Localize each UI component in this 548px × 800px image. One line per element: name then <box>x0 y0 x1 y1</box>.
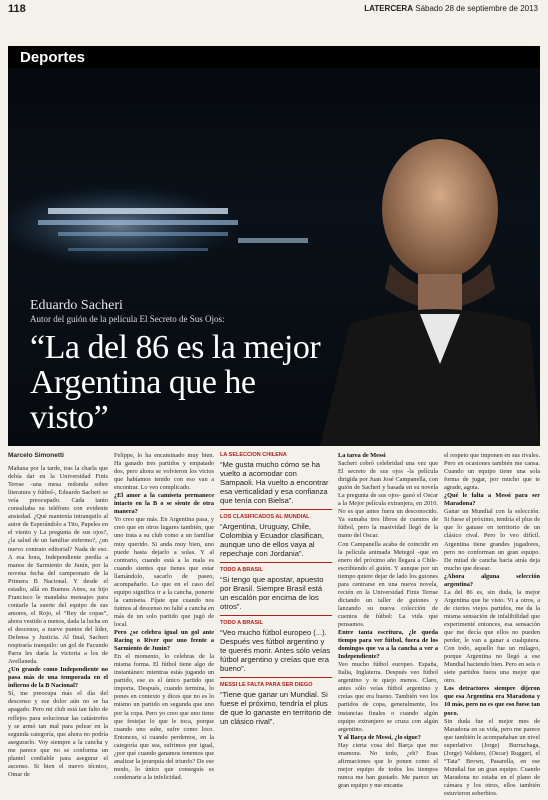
interview-question: ¿El amor a la camiseta permanece intacto en la B o se siente de otra manera? <box>114 492 214 516</box>
page-number: 118 <box>8 3 26 15</box>
byline: Marcelo Simonetti <box>8 452 64 459</box>
article-body <box>8 452 540 798</box>
paragraph: Con Campanella acaba de coincidir en la película animada Metegol -que en enero del próximo año llegará a Chile- escribiendo el guión. Y aunque por un tiempo quiere dejar de lado los guiones para centrarse en una nueva novela, recién en la Universidad Finis Terrae dictando un taller de guiones y lanzando su nueva colección de cuentos de fútbol: La vida que pensamos. <box>338 540 438 628</box>
stadium-lights-image <box>8 156 328 286</box>
sidebar-quote: “Veo mucho fútbol europeo (...). Después ves fútbol argentino y te querés morir. Antes sólo veías fútbol argentino y creías que era bueno”. <box>220 628 332 678</box>
interview-question: Los detractores siempre dijeron que esa Argentina era Maradona y 10 más, pero no es que eso fuese tan poco. <box>444 685 540 717</box>
sidebar-quote: “Tiene que ganar un Mundial. Si fuese el próximo, tendría el plus de que lo ganaste en territorio de un clásico rival”. <box>220 690 332 726</box>
sidebar-quote: “Me gusta mucho cómo se ha vuelto a acomodar con Sampaoli. Ha vuelto a encontrar esa verticalidad y esa confianza que tenía con Bielsa”. <box>220 460 332 510</box>
quotes-sidebar <box>220 452 332 798</box>
paragraph: Veo mucho fútbol europeo. España, Italia, Inglaterra. Después veo fútbol argentino y te quejo menos. Claro, antes sólo veías fútbol argentino y creías que era bueno. También veo los partidos de copa, generalmente, los instancias finales o cuando algún equipo extranjero se cruza con algún argentino. <box>338 661 438 733</box>
paragraph: Hay cierta cosa del Barça que me enamora. No todo, ¿eh? Esas afirmaciones que lo ponen como el mejor equipo de todos los tiempos nunca me han gustado. Me parece un gran equipo y me encanta <box>338 741 438 789</box>
paragraph: Yo creo que más. En Argentina pasa, y creo que en otros lugares también, que uno trata a su club como a un familiar muy querido. Si anda muy bien, uno puede hasta dejarlo a solas. Y al contrario, cuando está a la mala es cuando sientes que tienes que estar llamándolo, sacarlo de paseo, acompañarlo. Lo que en el caso del equipo significa ir a la cancha, ponerte la camiseta. Fíjate que cuando nos fuimos al descenso no falté a cancha en más de un solo partido que jugó de local. <box>114 516 214 628</box>
interviewee-role: Autor del guión de la película El Secreto de Sus Ojos: <box>30 314 225 324</box>
paper-name: LATERCERA <box>364 4 413 13</box>
paragraph: Sacheri cobró celebridad una vez que El secreto de sus ojos -la película dirigida por Juan José Campanella, con guión de Sacheri y basada en su novela La pregunta de sus ojos- ganó el Oscar a la Mejor película extranjera, en 2010. No es que antes fuera un desconocido. Ya sumaba tres libros de cuentos de fútbol, pero la masividad llegó de la mano del Oscar. <box>338 460 438 540</box>
paragraph: Ganar un Mundial con la selección. Si fuese el próximo, tendría el plus de que lo ganase en territorio de un clásico rival. Pero lo veo difícil. Argentina tiene grandes jugadores, pero no conforman un gran equipo. De mitad de cancha hacia atrás deja mucho que desear. <box>444 508 540 572</box>
paragraph: Sí, me preocupa más el día del descenso y ese dolor aún no se ha apagado. Pero mi club está tan falto de reflejos para solucionar las catástrofes y se armó tan mal para pelear en la segunda categoría, que ahora no podría asegurarlo. Voy siempre a la cancha y me parece que no se conforma un plantel confiable para asegurar el ascenso. Si bien el nuevo técnico, Omar de <box>8 690 108 778</box>
column-4-content <box>338 452 438 790</box>
interviewee-name: Eduardo Sacheri <box>30 298 123 313</box>
paragraph: el respeto que imponen en sus rivales. Pero en ocasiones también me cansa. Cuando un equipo tiene una sola forma de jugar, por mucho que te agrade, agota. <box>444 452 540 492</box>
section-title: Deportes <box>20 49 86 66</box>
sidebar-label: TODO A BRASIL <box>220 567 263 573</box>
sidebar-label: LOS CLASIFICADOS AL MUNDIAL <box>220 514 310 520</box>
publication-date <box>364 4 538 13</box>
interviewee-portrait-image <box>300 114 540 446</box>
interview-question: ¿Ahora alguna selección argentina? <box>444 572 540 588</box>
interview-question: ¿Un grande como Independiente no pasa más de una temporada en el infierno de la B Nacional? <box>8 666 108 690</box>
interview-question: Y al Barça de Messi, ¿lo sigue? <box>338 733 421 741</box>
column-1-content <box>8 465 108 779</box>
article-column-1 <box>8 452 108 798</box>
sidebar-label: LA SELECCIÓN CHILENA <box>220 452 287 458</box>
article-column-4 <box>338 452 438 798</box>
interview-question: Entre tanta escritura, ¿le queda tiempo para ver fútbol, fuera de los domingos que va a la cancha a ver a Independiente? <box>338 629 438 661</box>
article-column-5 <box>444 452 540 798</box>
sidebar-label: MESSI LE FALTA PARA SER DIEGO <box>220 682 313 688</box>
issue-date: Sábado 28 de septiembre de 2013 <box>415 4 538 13</box>
paragraph: Sin duda fue el mejor mes de Maradona en su vida, pero me parece que también le acompañaban un nivel superlativo (Jorge) Burruchaga, (Jorge) Valdano, (Oscar) Ruggeri, el “Tata” Brown, Pasarella, en ese Mundial fue un gran equipo. Cuando Maradona no estaba en el plano de cámara y los otros, ellos también estuvieron soberbios. <box>444 717 540 797</box>
column-5-content <box>444 452 540 798</box>
sidebar-label: TODO A BRASIL <box>220 620 263 626</box>
article-column-2 <box>114 452 214 798</box>
paragraph: Mañana por la tarde, tras la charla que debía dar en la Universidad Finis Terrae -una mesa redonda sobre literatura y fútbol-, Eduardo Sacheri se veía preocupado. Cada tanto consultaba su teléfono con evidente ansiedad. ¿Qué mantenía intranquilo al autor de Esperándolo a Tito, Papeles en el viento y La pregunta de sus ojos?, ¿la salud de un familiar enfermo?, ¿un nuevo contrato editorial? Nada de eso. A esa hora, Independiente perdía a manos de Sarmiento de Junín, por la novena fecha del campeonato de la Primera B Nacional. Y desde el estadio, allá en Buenos Aires, su hijo Francisco le mandaba mensajes para contarle la suerte del equipo de sus amores, el Rojo, el “Rey de copas”, ahora vestido a menos, dada la lucha en el descenso, a nueve puntos del líder, Defensa y Justicia. Al final, Sacheri respiraría tranquilo: un gol de Facundo Parra les daría la victoria a los de Avellaneda. <box>8 465 108 666</box>
paragraph: Felippe, lo ha encaminado muy bien. Ha ganado tres partidos y empatado dos, pero ahora se volvieron los vicios que habíamos tenido con eso van a encontrar. Lo veo complicado. <box>114 452 214 492</box>
paragraph: En el momento, lo celebras de la misma forma. El fútbol tiene algo de instantáneo: mientras estás jugando un partido, ese es el único partido que importa. Después, cuando termina, lo pones en contexto y dices que no es lo mismo un partido en segunda que uno por la copa. Pero yo creo que uno tiene que festejar lo que le toca, porque cuando uno sube, sufre como loco. Entonces, si cuando perdemos, en la categoría que sea, sufrimos por igual, ¿por qué cuando ganamos tenemos que analizar la jerarquía del triunfo? De ese modo, lo único que conseguís es condenarte a la infelicidad. <box>114 653 214 781</box>
sidebar-content <box>220 452 332 730</box>
paragraph: La del 86 es, sin duda, la mejor Argentina que he visto. Vi a otros, a de ciertos viejos partidos, me da la misma sensación de infalibilidad que experimenté entonces, esa sensación que me decía que ellos no pueden perder, le van a ganar a cualquiera. Con todo, aquello fue un milagro, porque Argentina no llegó a ese Mundial haciendo bien. Pero en seis o siete partidos fuera una mejor que otro. <box>444 588 540 685</box>
interview-question: ¿Qué le falta a Messi para ser Maradona? <box>444 492 540 508</box>
section-banner <box>8 46 540 68</box>
page-header <box>0 0 548 18</box>
column-2-content <box>114 452 214 782</box>
sidebar-quote: “Argentina, Uruguay, Chile, Colombia y Ecuador clasifican, aunque uno de ellos vaya al repechaje con Jordania”. <box>220 522 332 563</box>
article-headline: “La del 86 es la mejor Argentina que he visto” <box>30 329 321 436</box>
interview-question: La tarea de Messi <box>338 452 386 459</box>
interview-question: Pero ¿se celebra igual un gol ante Racing o River que uno frente a Sarmiento de Junín? <box>114 629 214 653</box>
sidebar-quote: “Si tengo que apostar, apuesto por Brasil. Siempre Brasil está un escalón por encima de los otros”. <box>220 575 332 616</box>
